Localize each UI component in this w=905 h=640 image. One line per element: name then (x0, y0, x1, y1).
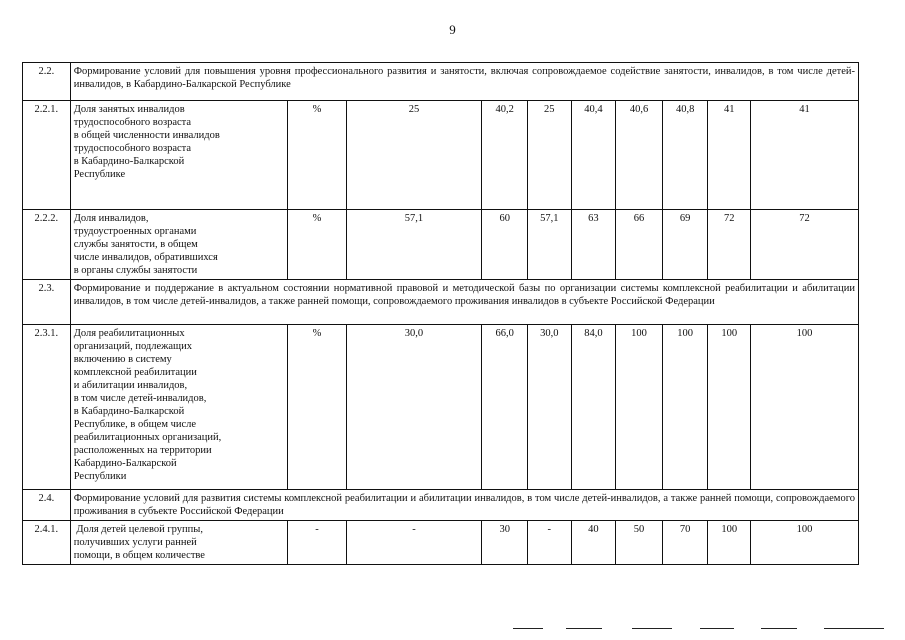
value-cell: 66,0 (482, 325, 528, 490)
row-number: 2.2.2. (23, 210, 71, 280)
indicator-name-line: комплексной реабилитации (73, 367, 197, 378)
unit-cell: % (288, 325, 346, 490)
section-row (23, 63, 859, 101)
value-cell: 40,2 (482, 101, 528, 210)
indicator-row (23, 101, 859, 210)
value-cell: 84,0 (571, 325, 616, 490)
indicator-name-line: помощи, в общем количестве (73, 550, 205, 561)
indicator-name-line: включению в систему (73, 354, 172, 365)
row-number: 2.4.1. (23, 521, 71, 565)
value-cell: 40,4 (571, 101, 616, 210)
value-cell: 30 (482, 521, 528, 565)
value-cell: 57,1 (528, 210, 572, 280)
row-number: 2.4. (23, 490, 71, 521)
indicator-name-line: Доля инвалидов, (73, 213, 149, 224)
row-number: 2.2.1. (23, 101, 71, 210)
indicator-name (70, 101, 288, 210)
value-cell: 50 (616, 521, 663, 565)
indicator-name-line: трудоустроенных органами (73, 226, 197, 237)
indicator-name-line: Республике, в общем числе (73, 419, 197, 430)
indicator-name (70, 210, 288, 280)
indicator-name (70, 521, 288, 565)
section-row (23, 280, 859, 325)
unit-cell: % (288, 210, 346, 280)
indicator-name-line: трудоспособного возраста (73, 117, 192, 128)
indicator-name-line: Кабардино-Балкарской (73, 458, 177, 469)
value-cell: 60 (482, 210, 528, 280)
indicator-row (23, 325, 859, 490)
value-cell: 30,0 (528, 325, 572, 490)
section-title: Формирование условий для развития системы комплексной реабилитации и абилитации инвалидов, в том числе детей-инвалидов, а также ранней помощи, сопровождаемого проживания в субъекте Российской Федерации (70, 490, 858, 521)
section-title: Формирование условий для повышения уровня профессионального развития и занятости, включая сопровождаемое содействие занятости, инвалидов, в том числе детей-инвалидов, в Кабардино-Балкарской Республике (70, 63, 858, 101)
value-cell: 30,0 (346, 325, 482, 490)
page-number: 9 (449, 22, 456, 37)
indicator-name-line: в Кабардино-Балкарской (73, 156, 185, 167)
footer-rule-lines (0, 628, 905, 640)
indicator-name-line: в том числе детей-инвалидов, (73, 393, 207, 404)
value-cell: 100 (750, 325, 858, 490)
indicator-name-line: службы занятости, в общем (73, 239, 198, 250)
indicator-name-line: реабилитационных организаций, (73, 432, 222, 443)
value-cell: 40,8 (662, 101, 708, 210)
value-cell: 100 (616, 325, 663, 490)
indicator-name-line: Доля реабилитационных (73, 328, 185, 339)
indicator-name-line: Доля детей целевой группы, (73, 524, 203, 535)
indicator-name-line: Доля занятых инвалидов (73, 104, 185, 115)
indicators-table (22, 62, 859, 565)
section-title: Формирование и поддержание в актуальном состоянии нормативной правовой и методической базы по организации системы комплексной реабилитации и абилитации инвалидов, в том числе детей-инвалидов, а также ранней помощи, сопровождаемого проживания инвалидов в субъекте Российской Федерации (70, 280, 858, 325)
value-cell: 69 (662, 210, 708, 280)
value-cell: 100 (708, 325, 751, 490)
value-cell: 72 (750, 210, 858, 280)
row-number: 2.3. (23, 280, 71, 325)
value-cell: 70 (662, 521, 708, 565)
indicator-name (70, 325, 288, 490)
indicator-name-line: организаций, подлежащих (73, 341, 193, 352)
value-cell: 40 (571, 521, 616, 565)
indicator-name-line: в Кабардино-Балкарской (73, 406, 185, 417)
indicator-name-line: расположенных на территории (73, 445, 212, 456)
indicator-name-line: Республики (73, 471, 127, 482)
value-cell: - (528, 521, 572, 565)
value-cell: 25 (346, 101, 482, 210)
value-cell: 100 (662, 325, 708, 490)
value-cell: 66 (616, 210, 663, 280)
row-number: 2.3.1. (23, 325, 71, 490)
unit-cell: - (288, 521, 346, 565)
indicator-name-line: в общей численности инвалидов (73, 130, 220, 141)
value-cell: 25 (528, 101, 572, 210)
value-cell: 100 (750, 521, 858, 565)
indicator-name-line: числе инвалидов, обратившихся (73, 252, 218, 263)
row-number: 2.2. (23, 63, 71, 101)
indicator-row (23, 521, 859, 565)
value-cell: 41 (750, 101, 858, 210)
indicator-name-line: и абилитации инвалидов, (73, 380, 188, 391)
value-cell: - (346, 521, 482, 565)
unit-cell: % (288, 101, 346, 210)
value-cell: 72 (708, 210, 751, 280)
value-cell: 41 (708, 101, 751, 210)
value-cell: 40,6 (616, 101, 663, 210)
section-row (23, 490, 859, 521)
value-cell: 63 (571, 210, 616, 280)
indicator-name-line: Республике (73, 169, 126, 180)
indicator-name-line: получивших услуги ранней (73, 537, 197, 548)
indicator-row (23, 210, 859, 280)
indicator-name-line: трудоспособного возраста (73, 143, 192, 154)
indicator-name-line: в органы службы занятости (73, 265, 198, 276)
value-cell: 57,1 (346, 210, 482, 280)
value-cell: 100 (708, 521, 751, 565)
